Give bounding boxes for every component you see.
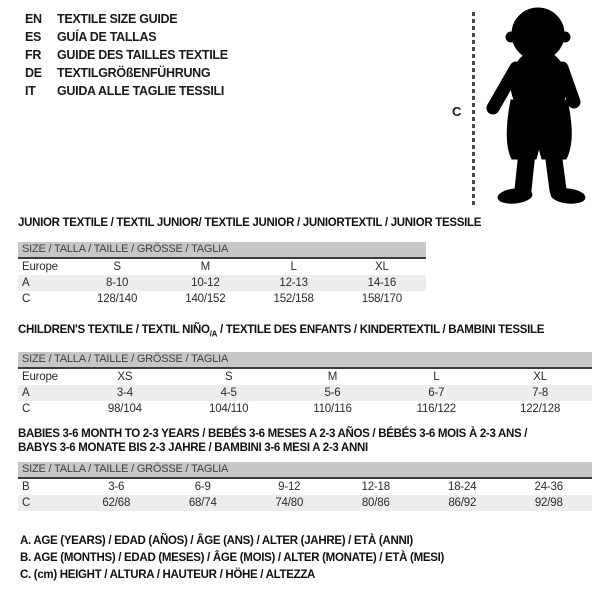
footnote-height: C. (cm) HEIGHT / ALTURA / HAUTEUR / HÖHE / ALTEZZA (20, 569, 316, 581)
table-cell: XS (117, 371, 133, 384)
baby-leg-left (523, 152, 527, 190)
height-measure-dotted-line (472, 12, 475, 206)
table-row-age (18, 385, 592, 401)
table-cell: 80/86 (361, 497, 390, 509)
table-row-height (18, 401, 592, 417)
language-code: ES (25, 30, 42, 44)
guide-title: TEXTILGRÖßENFÜHRUNG (57, 66, 211, 80)
language-row (25, 28, 228, 46)
heading-text: JUNIOR TEXTILE / TEXTIL JUNIOR/ TEXTILE JUNIOR / JUNIORTEXTIL / JUNIOR TESSILE (18, 217, 482, 229)
row-label: A (22, 277, 30, 289)
baby-silhouette-image (482, 2, 600, 208)
table-cell: 5-6 (324, 387, 341, 400)
table-cell: 24-36 (534, 481, 563, 493)
table-row-height (18, 495, 592, 511)
table-cell: 128/140 (97, 293, 138, 305)
row-label: B (22, 481, 30, 493)
table-heading (18, 427, 592, 455)
size-header-text: SIZE / TALLA / TAILLE / GRÖSSE / TAGLIA (22, 463, 229, 475)
row-label: A (22, 387, 30, 400)
table-cell: 152/158 (273, 293, 314, 305)
legend-footnotes (20, 533, 444, 584)
baby-shorts (507, 100, 571, 159)
baby-foot-right (550, 187, 585, 204)
table-cell: 140/152 (185, 293, 226, 305)
table-cell: 104/110 (209, 403, 249, 416)
language-code: EN (25, 12, 42, 26)
row-label: C (22, 293, 31, 305)
row-label: Europe (22, 371, 58, 384)
table-cell: 4-5 (220, 387, 237, 400)
table-row-age (18, 275, 426, 291)
table-cell: L (290, 261, 297, 273)
footnote-age-months: B. AGE (MONTHS) / EDAD (MESES) / ÂGE (MOIS) / ALTER (MONATE) / ETÀ (MESI) (20, 552, 445, 564)
size-header-bar (18, 462, 592, 479)
language-row (25, 46, 228, 64)
table-row-height (18, 291, 426, 307)
row-label: C (22, 403, 31, 416)
table-cell: 110/116 (313, 403, 352, 416)
table-cell: 3-4 (116, 387, 133, 400)
baby-leg-right (553, 152, 558, 190)
table-cell: 122/128 (520, 403, 561, 416)
size-header-text: SIZE / TALLA / TAILLE / GRÖSSE / TAGLIA (22, 353, 229, 366)
table-cell: 18-24 (448, 481, 477, 493)
size-header-bar (18, 352, 592, 369)
table-cell: 116/122 (416, 403, 456, 416)
table-cell: 14-16 (367, 277, 397, 289)
language-row (25, 64, 228, 82)
heading-subscript: /A (209, 329, 218, 339)
baby-foot-left (497, 187, 532, 204)
heading-text: / TEXTILE DES ENFANTS / KINDERTEXTIL / BAMBINI TESSILE (217, 324, 545, 336)
table-cell: 12-13 (279, 277, 308, 289)
guide-title: TEXTILE SIZE GUIDE (57, 12, 178, 26)
row-label: C (22, 497, 31, 509)
language-code: FR (25, 48, 42, 62)
table-row-europe (18, 259, 426, 275)
table-row-europe (18, 369, 592, 385)
guide-title: GUIDA ALLE TAGLIE TESSILI (57, 84, 225, 98)
table-heading (18, 324, 592, 340)
heading-line2: BABYS 3-6 MONATE BIS 2-3 JAHRE / BAMBINI 3-6 MESI A 2-3 ANNI (18, 442, 368, 454)
junior-textile-table (18, 217, 482, 307)
table-cell: 3-6 (108, 481, 125, 493)
language-guide (25, 10, 228, 100)
size-header-text: SIZE / TALLA / TAILLE / GRÖSSE / TAGLIA (22, 243, 229, 255)
table-cell: XL (375, 261, 389, 273)
height-measure-label: C (452, 104, 462, 119)
table-cell: 74/80 (275, 497, 304, 509)
table-cell: M (327, 371, 338, 384)
size-header-bar (18, 242, 426, 259)
table-cell: 86/92 (448, 497, 477, 509)
table-cell: 12-18 (361, 481, 390, 493)
table-cell: 62/68 (102, 497, 131, 509)
table-cell: 6-9 (194, 481, 211, 493)
table-cell: 10-12 (191, 277, 220, 289)
table-cell: 9-12 (278, 481, 301, 493)
table-cell: 158/170 (361, 293, 402, 305)
language-code: DE (25, 66, 42, 80)
table-cell: S (113, 261, 121, 273)
table-cell: S (224, 371, 233, 384)
table-cell: 68/74 (188, 497, 217, 509)
heading-text: CHILDREN'S TEXTILE / TEXTIL NIÑO (18, 324, 210, 336)
guide-title: GUÍA DE TALLAS (57, 30, 157, 44)
language-code: IT (25, 84, 36, 98)
language-row (25, 10, 228, 28)
guide-title: GUIDE DES TAILLES TEXTILE (57, 48, 228, 62)
row-label: Europe (22, 261, 58, 273)
table-cell: 7-8 (532, 387, 549, 400)
table-heading (18, 217, 482, 230)
table-row-age-months (18, 479, 592, 495)
table-cell: XL (533, 371, 547, 384)
heading-line1: BABIES 3-6 MONTH TO 2-3 YEARS / BEBÉS 3-6 MESES A 2-3 AÑOS / BÉBÉS 3-6 MOIS À 2-3 ANS / (18, 428, 528, 440)
table-cell: 92/98 (534, 497, 563, 509)
table-cell: 98/104 (107, 403, 142, 416)
table-cell: 6-7 (428, 387, 445, 400)
childrens-textile-table (18, 324, 592, 417)
table-cell: L (433, 371, 440, 384)
language-row (25, 82, 228, 100)
babies-textile-table (18, 427, 592, 511)
table-cell: 8-10 (106, 277, 129, 289)
footnote-age-years: A. AGE (YEARS) / EDAD (AÑOS) / ÂGE (ANS) / ALTER (JAHRE) / ETÀ (ANNI) (20, 535, 413, 547)
table-cell: M (200, 261, 211, 273)
